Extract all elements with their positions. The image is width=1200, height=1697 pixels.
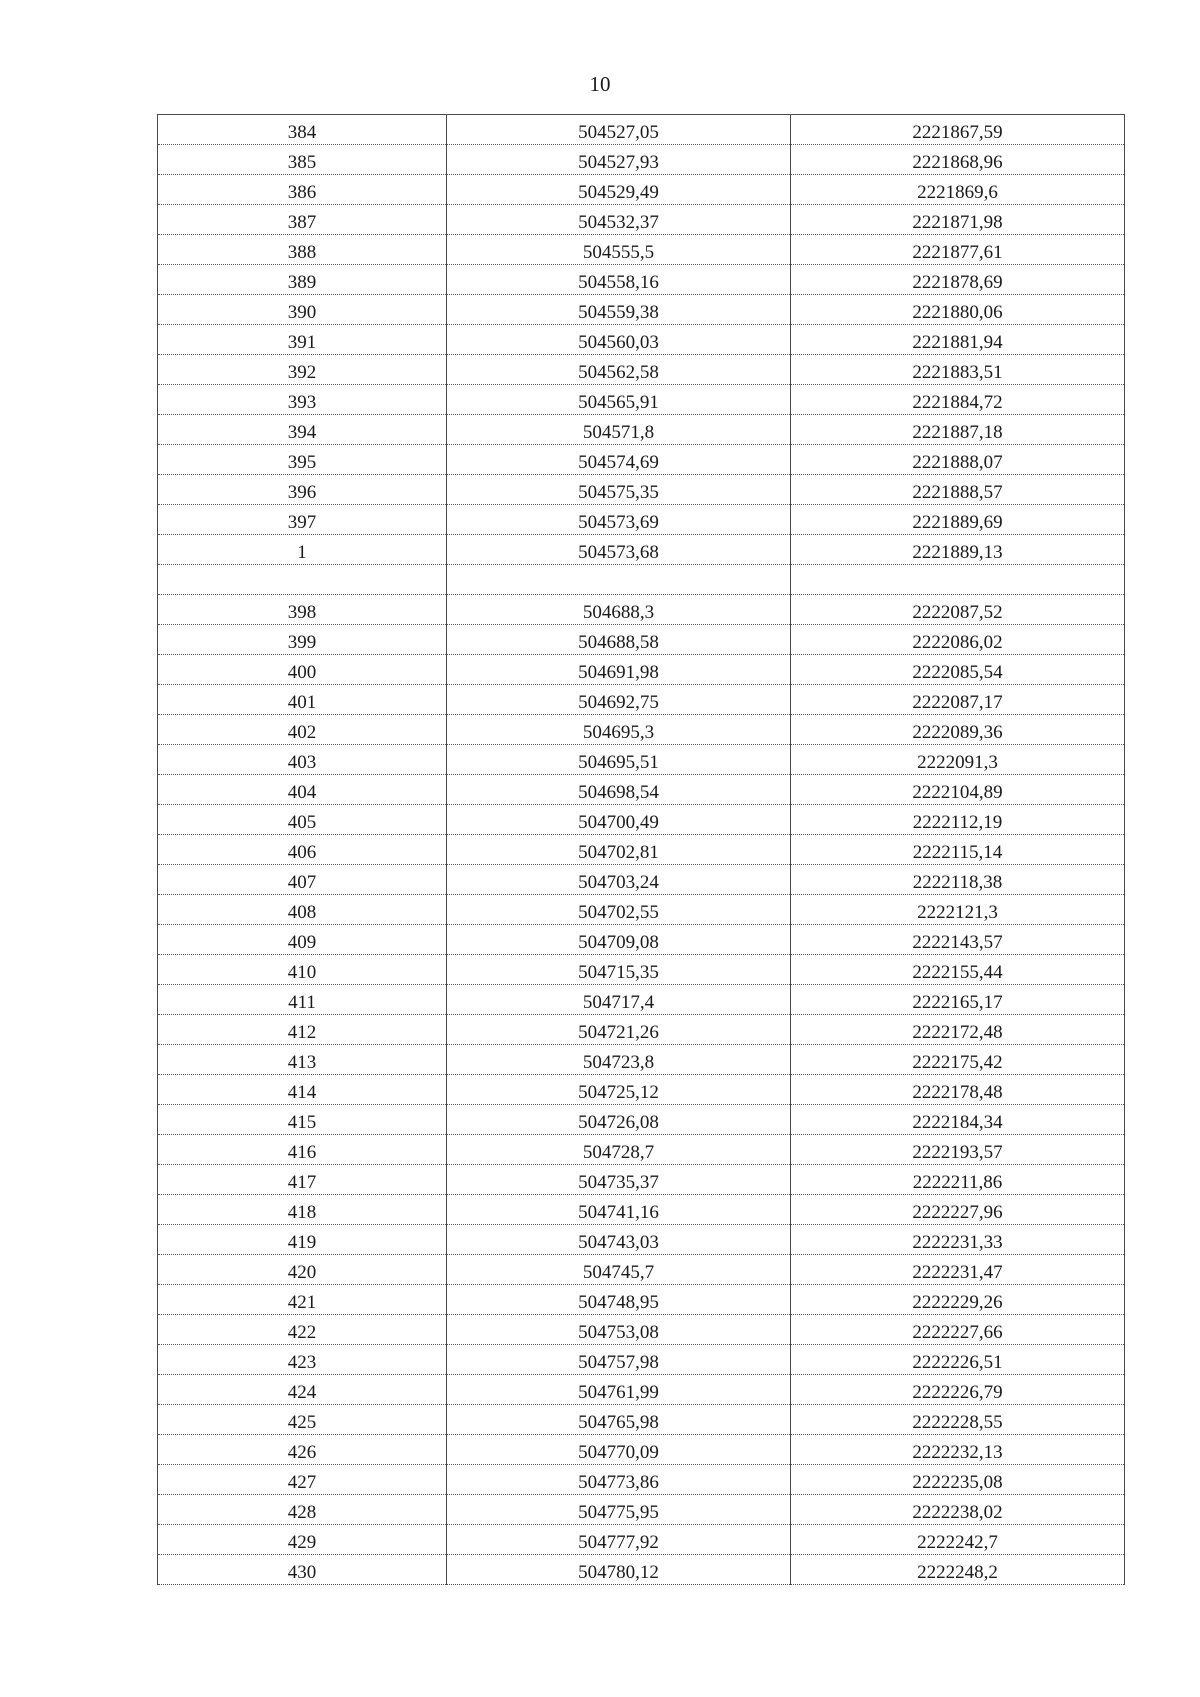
table-row (158, 1075, 1125, 1105)
y-coordinate-cell: 2222211,86 (791, 1165, 1125, 1195)
point-number-cell: 397 (158, 505, 447, 535)
y-coordinate-cell: 2222104,89 (791, 775, 1125, 805)
table-row (158, 1045, 1125, 1075)
point-number-cell: 403 (158, 745, 447, 775)
y-coordinate-cell: 2222121,3 (791, 895, 1125, 925)
point-number-cell: 394 (158, 415, 447, 445)
point-number-cell: 415 (158, 1105, 447, 1135)
y-coordinate-cell: 2222118,38 (791, 865, 1125, 895)
y-coordinate-cell: 2221887,18 (791, 415, 1125, 445)
x-coordinate-cell: 504775,95 (447, 1495, 791, 1525)
point-number-cell: 418 (158, 1195, 447, 1225)
point-number-cell: 396 (158, 475, 447, 505)
table-row (158, 415, 1125, 445)
x-coordinate-cell: 504702,81 (447, 835, 791, 865)
y-coordinate-cell: 2221877,61 (791, 235, 1125, 265)
table-row (158, 655, 1125, 685)
table-row (158, 1165, 1125, 1195)
point-number-cell: 414 (158, 1075, 447, 1105)
x-coordinate-cell (447, 565, 791, 595)
y-coordinate-cell: 2222172,48 (791, 1015, 1125, 1045)
y-coordinate-cell: 2221888,57 (791, 475, 1125, 505)
table-row (158, 475, 1125, 505)
point-number-cell: 392 (158, 355, 447, 385)
y-coordinate-cell: 2222227,96 (791, 1195, 1125, 1225)
y-coordinate-cell: 2222229,26 (791, 1285, 1125, 1315)
x-coordinate-cell: 504529,49 (447, 175, 791, 205)
table-row (158, 625, 1125, 655)
x-coordinate-cell: 504757,98 (447, 1345, 791, 1375)
x-coordinate-cell: 504703,24 (447, 865, 791, 895)
x-coordinate-cell: 504725,12 (447, 1075, 791, 1105)
y-coordinate-cell: 2221883,51 (791, 355, 1125, 385)
point-number-cell: 427 (158, 1465, 447, 1495)
point-number-cell: 422 (158, 1315, 447, 1345)
y-coordinate-cell (791, 565, 1125, 595)
x-coordinate-cell: 504559,38 (447, 295, 791, 325)
point-number-cell: 425 (158, 1405, 447, 1435)
y-coordinate-cell: 2222248,2 (791, 1555, 1125, 1585)
table-row (158, 505, 1125, 535)
x-coordinate-cell: 504575,35 (447, 475, 791, 505)
x-coordinate-cell: 504573,68 (447, 535, 791, 565)
y-coordinate-cell: 2221878,69 (791, 265, 1125, 295)
table-row (158, 325, 1125, 355)
point-number-cell: 410 (158, 955, 447, 985)
table-row (158, 1345, 1125, 1375)
x-coordinate-cell: 504574,69 (447, 445, 791, 475)
table-row (158, 355, 1125, 385)
y-coordinate-cell: 2222085,54 (791, 655, 1125, 685)
y-coordinate-cell: 2221888,07 (791, 445, 1125, 475)
x-coordinate-cell: 504702,55 (447, 895, 791, 925)
x-coordinate-cell: 504573,69 (447, 505, 791, 535)
x-coordinate-cell: 504743,03 (447, 1225, 791, 1255)
y-coordinate-cell: 2221868,96 (791, 145, 1125, 175)
table-row (158, 565, 1125, 595)
point-number-cell: 398 (158, 595, 447, 625)
x-coordinate-cell: 504688,58 (447, 625, 791, 655)
x-coordinate-cell: 504723,8 (447, 1045, 791, 1075)
x-coordinate-cell: 504691,98 (447, 655, 791, 685)
table-row (158, 265, 1125, 295)
table-row (158, 1225, 1125, 1255)
point-number-cell: 409 (158, 925, 447, 955)
table-row (158, 535, 1125, 565)
point-number-cell: 423 (158, 1345, 447, 1375)
table-row (158, 985, 1125, 1015)
table-row (158, 1435, 1125, 1465)
y-coordinate-cell: 2222175,42 (791, 1045, 1125, 1075)
x-coordinate-cell: 504571,8 (447, 415, 791, 445)
x-coordinate-cell: 504773,86 (447, 1465, 791, 1495)
point-number-cell (158, 565, 447, 595)
x-coordinate-cell: 504709,08 (447, 925, 791, 955)
x-coordinate-cell: 504695,3 (447, 715, 791, 745)
point-number-cell: 395 (158, 445, 447, 475)
point-number-cell: 412 (158, 1015, 447, 1045)
point-number-cell: 399 (158, 625, 447, 655)
y-coordinate-cell: 2222143,57 (791, 925, 1125, 955)
table-row (158, 1405, 1125, 1435)
x-coordinate-cell: 504695,51 (447, 745, 791, 775)
table-row (158, 1315, 1125, 1345)
x-coordinate-cell: 504748,95 (447, 1285, 791, 1315)
x-coordinate-cell: 504527,05 (447, 115, 791, 145)
y-coordinate-cell: 2222231,47 (791, 1255, 1125, 1285)
y-coordinate-cell: 2222235,08 (791, 1465, 1125, 1495)
y-coordinate-cell: 2222226,51 (791, 1345, 1125, 1375)
x-coordinate-cell: 504532,37 (447, 205, 791, 235)
page-number: 10 (589, 72, 611, 96)
y-coordinate-cell: 2222226,79 (791, 1375, 1125, 1405)
x-coordinate-cell: 504527,93 (447, 145, 791, 175)
y-coordinate-cell: 2222228,55 (791, 1405, 1125, 1435)
table-row (158, 955, 1125, 985)
y-coordinate-cell: 2221869,6 (791, 175, 1125, 205)
point-number-cell: 402 (158, 715, 447, 745)
point-number-cell: 388 (158, 235, 447, 265)
point-number-cell: 404 (158, 775, 447, 805)
table-row (158, 1555, 1125, 1585)
point-number-cell: 400 (158, 655, 447, 685)
x-coordinate-cell: 504698,54 (447, 775, 791, 805)
table-row (158, 805, 1125, 835)
y-coordinate-cell: 2222086,02 (791, 625, 1125, 655)
point-number-cell: 426 (158, 1435, 447, 1465)
x-coordinate-cell: 504562,58 (447, 355, 791, 385)
table-row (158, 685, 1125, 715)
point-number-cell: 430 (158, 1555, 447, 1585)
point-number-cell: 389 (158, 265, 447, 295)
point-number-cell: 421 (158, 1285, 447, 1315)
y-coordinate-cell: 2221881,94 (791, 325, 1125, 355)
x-coordinate-cell: 504741,16 (447, 1195, 791, 1225)
table-row (158, 925, 1125, 955)
y-coordinate-cell: 2221867,59 (791, 115, 1125, 145)
x-coordinate-cell: 504692,75 (447, 685, 791, 715)
point-number-cell: 411 (158, 985, 447, 1015)
point-number-cell: 385 (158, 145, 447, 175)
x-coordinate-cell: 504753,08 (447, 1315, 791, 1345)
point-number-cell: 405 (158, 805, 447, 835)
table-row (158, 115, 1125, 145)
y-coordinate-cell: 2222165,17 (791, 985, 1125, 1015)
x-coordinate-cell: 504765,98 (447, 1405, 791, 1435)
table-row (158, 775, 1125, 805)
x-coordinate-cell: 504558,16 (447, 265, 791, 295)
table-row (158, 1465, 1125, 1495)
y-coordinate-cell: 2221889,69 (791, 505, 1125, 535)
x-coordinate-cell: 504721,26 (447, 1015, 791, 1045)
x-coordinate-cell: 504745,7 (447, 1255, 791, 1285)
table-row (158, 1285, 1125, 1315)
x-coordinate-cell: 504761,99 (447, 1375, 791, 1405)
coordinate-table (157, 114, 1125, 1585)
table-row (158, 865, 1125, 895)
y-coordinate-cell: 2222238,02 (791, 1495, 1125, 1525)
table-row (158, 835, 1125, 865)
table-row (158, 715, 1125, 745)
point-number-cell: 419 (158, 1225, 447, 1255)
table-row (158, 895, 1125, 925)
table-row (158, 1525, 1125, 1555)
x-coordinate-cell: 504560,03 (447, 325, 791, 355)
y-coordinate-cell: 2222155,44 (791, 955, 1125, 985)
y-coordinate-cell: 2222242,7 (791, 1525, 1125, 1555)
y-coordinate-cell: 2222089,36 (791, 715, 1125, 745)
x-coordinate-cell: 504726,08 (447, 1105, 791, 1135)
point-number-cell: 429 (158, 1525, 447, 1555)
y-coordinate-cell: 2221880,06 (791, 295, 1125, 325)
x-coordinate-cell: 504735,37 (447, 1165, 791, 1195)
x-coordinate-cell: 504780,12 (447, 1555, 791, 1585)
point-number-cell: 390 (158, 295, 447, 325)
x-coordinate-cell: 504770,09 (447, 1435, 791, 1465)
table-row (158, 745, 1125, 775)
y-coordinate-cell: 2222087,17 (791, 685, 1125, 715)
y-coordinate-cell: 2222112,19 (791, 805, 1125, 835)
y-coordinate-cell: 2222115,14 (791, 835, 1125, 865)
x-coordinate-cell: 504700,49 (447, 805, 791, 835)
y-coordinate-cell: 2222091,3 (791, 745, 1125, 775)
table-row (158, 1195, 1125, 1225)
x-coordinate-cell: 504688,3 (447, 595, 791, 625)
point-number-cell: 424 (158, 1375, 447, 1405)
point-number-cell: 1 (158, 535, 447, 565)
point-number-cell: 416 (158, 1135, 447, 1165)
x-coordinate-cell: 504777,92 (447, 1525, 791, 1555)
x-coordinate-cell: 504728,7 (447, 1135, 791, 1165)
table-row (158, 1255, 1125, 1285)
table-row (158, 1135, 1125, 1165)
table-row (158, 175, 1125, 205)
table-row (158, 145, 1125, 175)
y-coordinate-cell: 2222178,48 (791, 1075, 1125, 1105)
point-number-cell: 393 (158, 385, 447, 415)
table-row (158, 385, 1125, 415)
table-row (158, 1495, 1125, 1525)
y-coordinate-cell: 2222231,33 (791, 1225, 1125, 1255)
table-row (158, 445, 1125, 475)
y-coordinate-cell: 2222087,52 (791, 595, 1125, 625)
table-row (158, 1105, 1125, 1135)
y-coordinate-cell: 2221889,13 (791, 535, 1125, 565)
point-number-cell: 391 (158, 325, 447, 355)
x-coordinate-cell: 504715,35 (447, 955, 791, 985)
y-coordinate-cell: 2222227,66 (791, 1315, 1125, 1345)
y-coordinate-cell: 2222232,13 (791, 1435, 1125, 1465)
y-coordinate-cell: 2222193,57 (791, 1135, 1125, 1165)
y-coordinate-cell: 2221884,72 (791, 385, 1125, 415)
point-number-cell: 401 (158, 685, 447, 715)
point-number-cell: 387 (158, 205, 447, 235)
coordinate-table-body (158, 115, 1125, 1585)
y-coordinate-cell: 2221871,98 (791, 205, 1125, 235)
point-number-cell: 386 (158, 175, 447, 205)
point-number-cell: 420 (158, 1255, 447, 1285)
point-number-cell: 407 (158, 865, 447, 895)
table-row (158, 295, 1125, 325)
x-coordinate-cell: 504565,91 (447, 385, 791, 415)
point-number-cell: 428 (158, 1495, 447, 1525)
y-coordinate-cell: 2222184,34 (791, 1105, 1125, 1135)
point-number-cell: 406 (158, 835, 447, 865)
table-row (158, 205, 1125, 235)
point-number-cell: 413 (158, 1045, 447, 1075)
table-row (158, 1015, 1125, 1045)
table-row (158, 235, 1125, 265)
x-coordinate-cell: 504555,5 (447, 235, 791, 265)
point-number-cell: 408 (158, 895, 447, 925)
point-number-cell: 417 (158, 1165, 447, 1195)
x-coordinate-cell: 504717,4 (447, 985, 791, 1015)
point-number-cell: 384 (158, 115, 447, 145)
table-row (158, 1375, 1125, 1405)
table-row (158, 595, 1125, 625)
